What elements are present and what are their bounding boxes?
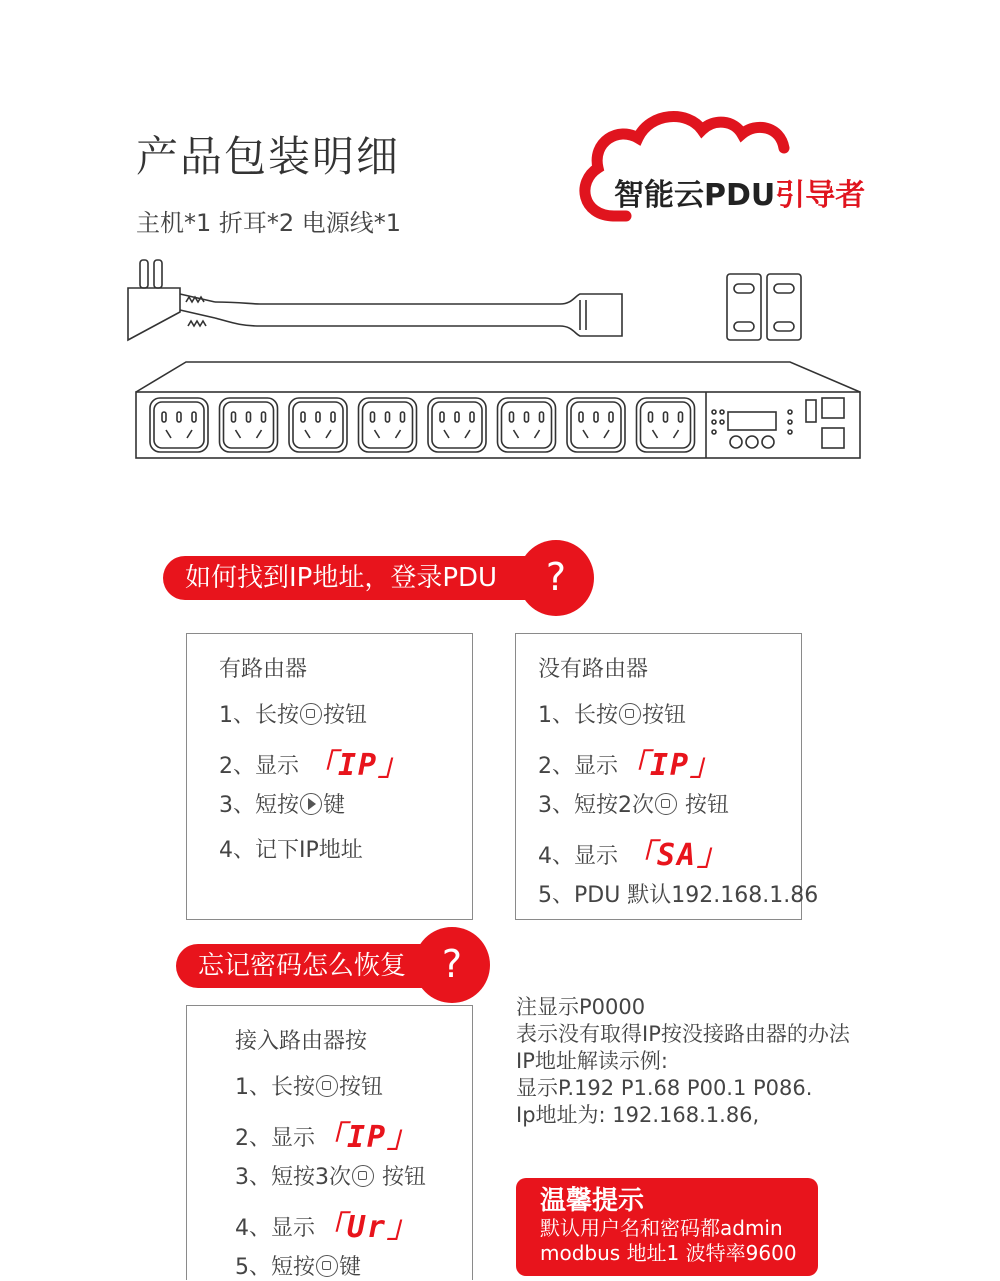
step-item: 2、显示「IP」 bbox=[235, 1120, 420, 1155]
play-button-icon bbox=[300, 793, 322, 815]
tip-line: modbus 地址1 波特率9600 bbox=[540, 1241, 797, 1265]
socket-outlet-icon bbox=[567, 398, 625, 452]
note-line: 显示P.192 P1.68 P00.1 P086. bbox=[516, 1076, 813, 1100]
box-heading: 有路由器 bbox=[219, 657, 308, 682]
product-drawing bbox=[0, 250, 1000, 470]
package-contents: 主机*1 折耳*2 电源线*1 bbox=[136, 209, 402, 237]
step-item: 5、PDU 默认192.168.1.86 bbox=[538, 883, 819, 908]
tip-line: 默认用户名和密码都admin bbox=[540, 1216, 783, 1240]
step-item: 2、显示「IP」 bbox=[538, 748, 723, 783]
step-item: 3、短按 键 bbox=[219, 793, 346, 818]
control-panel bbox=[712, 398, 844, 448]
brand-name-red: 引导者 bbox=[775, 178, 866, 213]
ip-note bbox=[516, 994, 850, 1129]
segment-display-text: 「IP」 bbox=[618, 748, 723, 783]
socket-outlet-icon bbox=[359, 398, 417, 452]
segment-display-text: 「IP」 bbox=[315, 1120, 420, 1155]
reset-box bbox=[186, 1005, 473, 1280]
square-button-icon bbox=[352, 1165, 374, 1187]
step-item: 4、记下IP地址 bbox=[219, 838, 363, 863]
note-line: 表示没有取得IP按没接路由器的办法 bbox=[516, 1022, 850, 1046]
square-button-icon bbox=[619, 703, 641, 725]
socket-outlet-icon bbox=[498, 398, 556, 452]
note-line: Ip地址为: 192.168.1.86, bbox=[516, 1103, 760, 1127]
find-ip-banner: 如何找到IP地址，登录PDU bbox=[163, 556, 563, 600]
page-title: 产品包装明细 bbox=[136, 132, 401, 181]
question-icon: ? bbox=[414, 927, 490, 1003]
box-heading: 没有路由器 bbox=[538, 657, 649, 682]
tip-title: 温馨提示 bbox=[540, 1186, 645, 1216]
socket-outlet-icon bbox=[289, 398, 347, 452]
question-icon: ? bbox=[518, 540, 594, 616]
with-router-box bbox=[186, 633, 473, 920]
note-line: 注显示P0000 bbox=[516, 995, 646, 1019]
segment-display-text: 「Ur」 bbox=[315, 1210, 420, 1245]
socket-outlet-icon bbox=[220, 398, 278, 452]
segment-display-text: 「SA」 bbox=[625, 838, 730, 873]
step-item: 1、长按 按钮 bbox=[538, 703, 687, 728]
without-router-box bbox=[515, 633, 819, 920]
socket-outlets bbox=[150, 398, 695, 452]
step-item: 4、显示「Ur」 bbox=[235, 1210, 420, 1245]
brand-name-black: 智能云PDU bbox=[614, 178, 776, 213]
mounting-ear-icon bbox=[727, 274, 801, 340]
step-item: 3、短按2次 按钮 bbox=[538, 793, 729, 818]
step-item: 2、显示 「IP」 bbox=[219, 748, 411, 783]
step-item: 1、长按 按钮 bbox=[219, 703, 368, 728]
socket-outlet-icon bbox=[637, 398, 695, 452]
square-button-icon bbox=[300, 703, 322, 725]
segment-display-text: 「IP」 bbox=[306, 748, 411, 783]
socket-outlet-icon bbox=[150, 398, 208, 452]
square-button-icon bbox=[316, 1255, 338, 1277]
step-item: 4、显示 「SA」 bbox=[538, 838, 730, 873]
square-button-icon bbox=[655, 793, 677, 815]
square-button-icon bbox=[316, 1075, 338, 1097]
socket-outlet-icon bbox=[428, 398, 486, 452]
note-line: IP地址解读示例: bbox=[516, 1049, 668, 1073]
box-heading: 接入路由器按 bbox=[235, 1029, 368, 1054]
step-item: 3、短按3次 按钮 bbox=[235, 1165, 426, 1190]
step-item: 5、短按 键 bbox=[235, 1255, 362, 1280]
reset-password-banner: 忘记密码怎么恢复 bbox=[176, 944, 456, 988]
warm-tip-box bbox=[516, 1178, 818, 1276]
brand-name bbox=[614, 170, 865, 214]
power-cord-icon bbox=[128, 260, 622, 340]
step-item: 1、长按 按钮 bbox=[235, 1075, 384, 1100]
